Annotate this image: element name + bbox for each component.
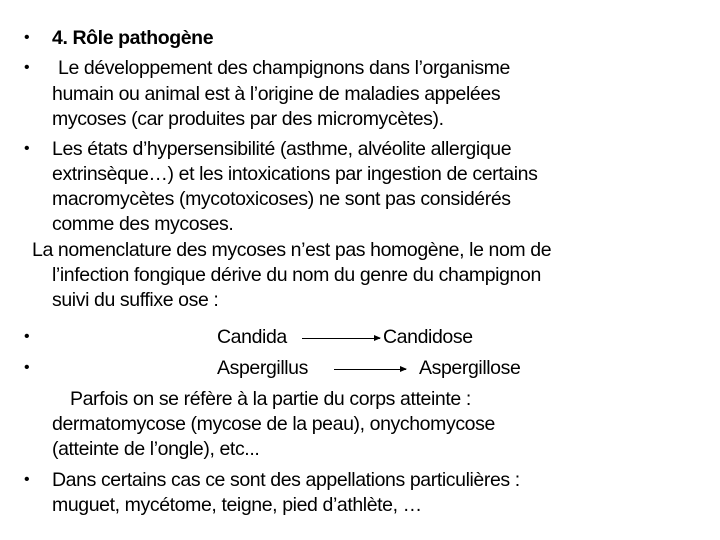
paragraph-line: La nomenclature des mycoses n’est pas homogène, le nom de — [32, 239, 552, 261]
paragraph-line: suivi du suffixe ose : — [52, 289, 219, 311]
paragraph-line: (atteinte de l’ongle), etc... — [52, 438, 260, 460]
paragraph-line: comme des mycoses. — [52, 213, 234, 235]
paragraph-line: dermatomycose (mycose de la peau), onychomycose — [52, 413, 495, 435]
paragraph-line: Dans certains cas ce sont des appellations particulières : — [52, 469, 520, 491]
section-heading: 4. Rôle pathogène — [52, 27, 214, 49]
paragraph-line: Les états d’hypersensibilité (asthme, alvéolite allergique — [52, 138, 512, 160]
bullet: • — [24, 359, 30, 376]
bullet: • — [24, 471, 30, 488]
paragraph-line: Le développement des champignons dans l’organisme — [58, 57, 510, 79]
bullet: • — [24, 59, 30, 76]
bullet: • — [24, 29, 30, 46]
paragraph-line: muguet, mycétome, teigne, pied d’athlète, … — [52, 494, 422, 516]
bullet: • — [24, 140, 30, 157]
example-disease: Candidose — [383, 326, 473, 348]
example-genus: Candida — [217, 326, 287, 348]
paragraph-line: extrinsèque…) et les intoxications par ingestion de certains — [52, 163, 538, 185]
paragraph-line: humain ou animal est à l’origine de maladies appelées — [52, 83, 501, 105]
paragraph-line: macromycètes (mycotoxicoses) ne sont pas considérés — [52, 188, 511, 210]
paragraph-line: Parfois on se réfère à la partie du corps atteinte : — [70, 388, 471, 410]
paragraph-line: l’infection fongique dérive du nom du genre du champignon — [52, 264, 541, 286]
arrow-icon — [302, 338, 380, 339]
bullet: • — [24, 328, 30, 345]
example-disease: Aspergillose — [419, 357, 521, 379]
example-genus: Aspergillus — [217, 357, 308, 379]
paragraph-line: mycoses (car produites par des micromycètes). — [52, 108, 444, 130]
arrow-icon — [334, 369, 406, 370]
